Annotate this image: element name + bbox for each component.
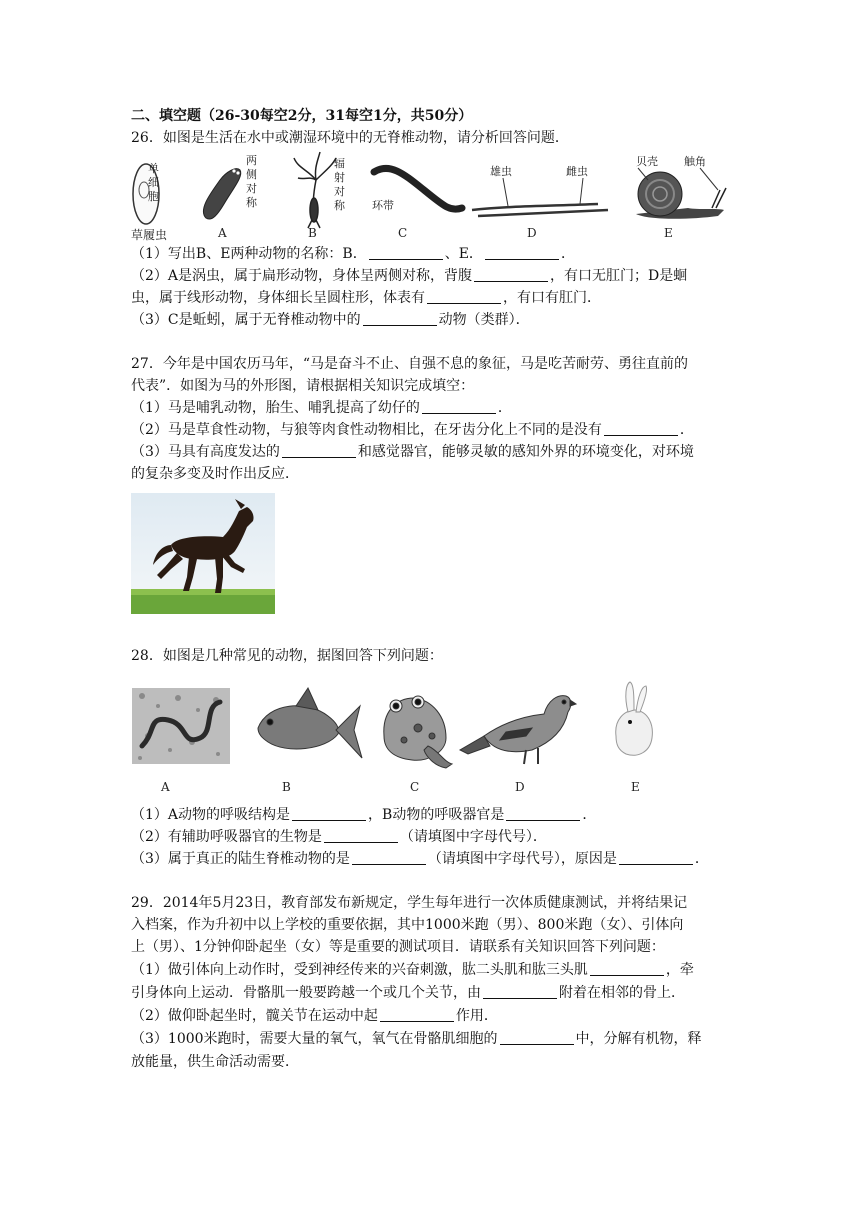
shell-label: 贝壳 — [636, 155, 658, 168]
q29-p1-text-b: ，牵 — [665, 962, 694, 978]
q29-stem-line2: 入档案，作为升初中以上学校的重要依据，其中1000米跑（男）、800米跑（女）、引体向 — [131, 917, 684, 933]
q26-p2-text-c: 虫，属于线形动物，身体细长呈圆柱形，体表有 — [131, 290, 425, 306]
answer-blank-q27-nervous[interactable] — [282, 443, 356, 458]
q29-stem-line1: 29．2014年5月23日，教育部发布新规定，学生每年进行一次体质健康测试，并将结果记 — [131, 895, 688, 911]
answer-blank-q29-tendon[interactable] — [483, 984, 557, 999]
q27-p1-text-a: （1）马是哺乳动物，胎生、哺乳提高了幼仔的 — [131, 400, 420, 416]
earthworm-photo — [132, 688, 230, 764]
snail-drawing — [636, 168, 726, 219]
q28-part1 — [131, 805, 596, 825]
radial-label-4: 称 — [334, 199, 345, 212]
q28-p3-text-a: （3）属于真正的陆生脊椎动物的是 — [131, 851, 350, 867]
q28-p1-text-c: ． — [582, 807, 597, 823]
q26-p2-text-b: ，有口无肛门；D是蛔 — [550, 268, 688, 284]
section-title: 二、填空题（26-30每空2分，31每空1分，共50分） — [131, 108, 473, 124]
q27-p3-text-a: （3）马具有高度发达的 — [131, 444, 280, 460]
q27-p2-text-a: （2）马是草食性动物，与狼等肉食性动物相比，在牙齿分化上不同的是没有 — [131, 422, 602, 438]
q28-figure — [128, 676, 688, 776]
q27-part3-line1 — [131, 442, 694, 462]
q29-part2 — [131, 1006, 498, 1026]
q26-p3-text-b: 动物（类群）． — [438, 312, 530, 328]
hydra-drawing — [294, 152, 336, 228]
frog-photo — [384, 696, 452, 768]
q29-part3-line2: 放能量，供生命活动需要． — [131, 1054, 299, 1070]
q29-p1-text-c: 引身体向上运动．骨骼肌一般要跨越一个或几个关节，由 — [131, 985, 481, 1001]
q28-p3-text-b: （请填图中字母代号），原因是 — [427, 851, 617, 867]
q28-p1-text-a: （1）A动物的呼吸结构是 — [131, 807, 291, 823]
q29-p3-text-a: （3）1000米跑时，需要大量的氧气，氧气在骨骼肌细胞的 — [131, 1031, 498, 1047]
answer-blank-q26-cuticle[interactable] — [427, 289, 501, 304]
q26-p1-text-b: 、E． — [444, 246, 483, 262]
fig26-letter-c: C — [398, 226, 408, 240]
q29-stem-line3: 上（男）、1分钟仰卧起坐（女）等是重要的测试项目．请联系有关知识回答下列问题： — [131, 939, 665, 955]
answer-blank-q26-annelid[interactable] — [363, 311, 437, 326]
q27-p3-text-b: 和感觉器官，能够灵敏的感知外界的环境变化，对环境 — [357, 444, 694, 460]
q27-part1 — [131, 398, 512, 418]
planarian-drawing — [203, 169, 240, 219]
paramecium-part-3: 胞 — [148, 190, 159, 203]
q29-p2-text-b: 作用． — [455, 1008, 498, 1024]
q28-stem: 28．如图是几种常见的动物，据图回答下列问题： — [131, 648, 443, 664]
answer-blank-q29-mitochondria[interactable] — [500, 1030, 574, 1045]
q28-part3 — [131, 849, 709, 869]
answer-blank-q28-reason[interactable] — [619, 850, 693, 865]
ring-band-label: 环带 — [372, 199, 394, 212]
q26-part2-line1 — [131, 266, 687, 286]
q28-part2 — [131, 827, 547, 847]
q29-part3-line1 — [131, 1029, 702, 1049]
fig26-letter-e: E — [664, 226, 673, 240]
fig26-letter-d: D — [527, 226, 537, 240]
q27-p1-text-b: ． — [497, 400, 512, 416]
radial-label-3: 对 — [334, 185, 345, 198]
paramecium-name-label: 草履虫 — [131, 228, 168, 242]
answer-blank-q28-auxiliary[interactable] — [324, 828, 398, 843]
paramecium-part-1: 单 — [148, 162, 159, 175]
q29-p3-text-b: 中，分解有机物，释 — [575, 1031, 702, 1047]
q26-p1-text-a: （1）写出B、E两种动物的名称：B． — [131, 246, 367, 262]
q26-part2-line2 — [131, 288, 601, 308]
q26-p1-text-c: ． — [560, 246, 575, 262]
fig28-letter-b: B — [282, 780, 291, 794]
q29-p2-text-a: （2）做仰卧起坐时，髋关节在运动中起 — [131, 1008, 378, 1024]
fish-photo — [258, 688, 362, 758]
answer-blank-q26-b[interactable] — [369, 245, 443, 260]
answer-blank-q28-b-organ[interactable] — [506, 806, 580, 821]
roundworm-female — [478, 210, 608, 216]
bilateral-label-2: 侧 — [246, 168, 257, 181]
q29-p1-text-a: （1）做引体向上动作时，受到神经传来的兴奋刺激，肱二头肌和肱三头肌 — [131, 962, 588, 978]
q29-part1-line2 — [131, 983, 685, 1003]
pigeon-photo — [460, 696, 576, 764]
q27-stem-line2: 代表”．如图为马的外形图，请根据相关知识完成填空： — [131, 378, 475, 394]
paramecium-part-2: 细 — [148, 176, 159, 189]
q28-p2-text-a: （2）有辅助呼吸器官的生物是 — [131, 829, 322, 845]
q26-p3-text-a: （3）C是蚯蚓，属于无脊椎动物中的 — [131, 312, 361, 328]
fig26-letter-a: A — [218, 226, 227, 240]
q26-p2-text-a: （2）A是涡虫，属于扁形动物，身体呈两侧对称，背腹 — [131, 268, 473, 284]
female-worm-label: 雌虫 — [566, 165, 588, 178]
answer-blank-q26-dorsoventral[interactable] — [474, 267, 548, 282]
answer-blank-q29-muscles[interactable] — [590, 961, 664, 976]
radial-label-2: 射 — [334, 171, 345, 184]
answer-blank-q26-e[interactable] — [485, 245, 559, 260]
bilateral-label-4: 称 — [246, 196, 257, 209]
q26-stem: 26．如图是生活在水中或潮湿环境中的无脊椎动物，请分析回答问题． — [131, 130, 569, 146]
answer-blank-q28-terrestrial[interactable] — [352, 850, 426, 865]
fig28-letter-e: E — [631, 780, 640, 794]
q27-stem-line1: 27．今年是中国农历马年，“马是奋斗不止、自强不息的象征，马是吃苦耐劳、勇往直前的 — [131, 356, 688, 372]
q27-p2-text-b: ． — [679, 422, 694, 438]
q26-p2-text-d: ，有口有肛门． — [503, 290, 601, 306]
q28-p1-text-b: ，B动物的呼吸器官是 — [368, 807, 505, 823]
q28-p2-text-b: （请填图中字母代号）． — [399, 829, 547, 845]
rabbit-photo — [616, 682, 653, 755]
q26-part1 — [131, 244, 575, 264]
answer-blank-q27-survival[interactable] — [422, 399, 496, 414]
bilateral-label-1: 两 — [246, 154, 257, 167]
q26-part3 — [131, 310, 530, 330]
q28-p3-text-c: ． — [694, 851, 709, 867]
q27-part3-line2: 的复杂多变及时作出反应． — [131, 466, 299, 482]
q29-part1-line1 — [131, 960, 694, 980]
bilateral-label-3: 对 — [246, 182, 257, 195]
male-worm-label: 雄虫 — [490, 165, 512, 178]
answer-blank-q27-canine[interactable] — [604, 421, 678, 436]
q27-part2 — [131, 420, 694, 440]
answer-blank-q29-fulcrum[interactable] — [380, 1007, 454, 1022]
answer-blank-q28-a-structure[interactable] — [292, 806, 366, 821]
fig26-letter-b: B — [308, 226, 317, 240]
fig28-letter-a: A — [161, 780, 170, 794]
fig28-letter-c: C — [410, 780, 420, 794]
q29-p1-text-d: 附着在相邻的骨上． — [559, 985, 685, 1001]
fig28-letter-d: D — [515, 780, 525, 794]
radial-label-1: 辐 — [334, 157, 345, 170]
antenna-label: 触角 — [684, 155, 706, 168]
horse-photo — [131, 493, 275, 614]
roundworm-male — [472, 204, 598, 210]
